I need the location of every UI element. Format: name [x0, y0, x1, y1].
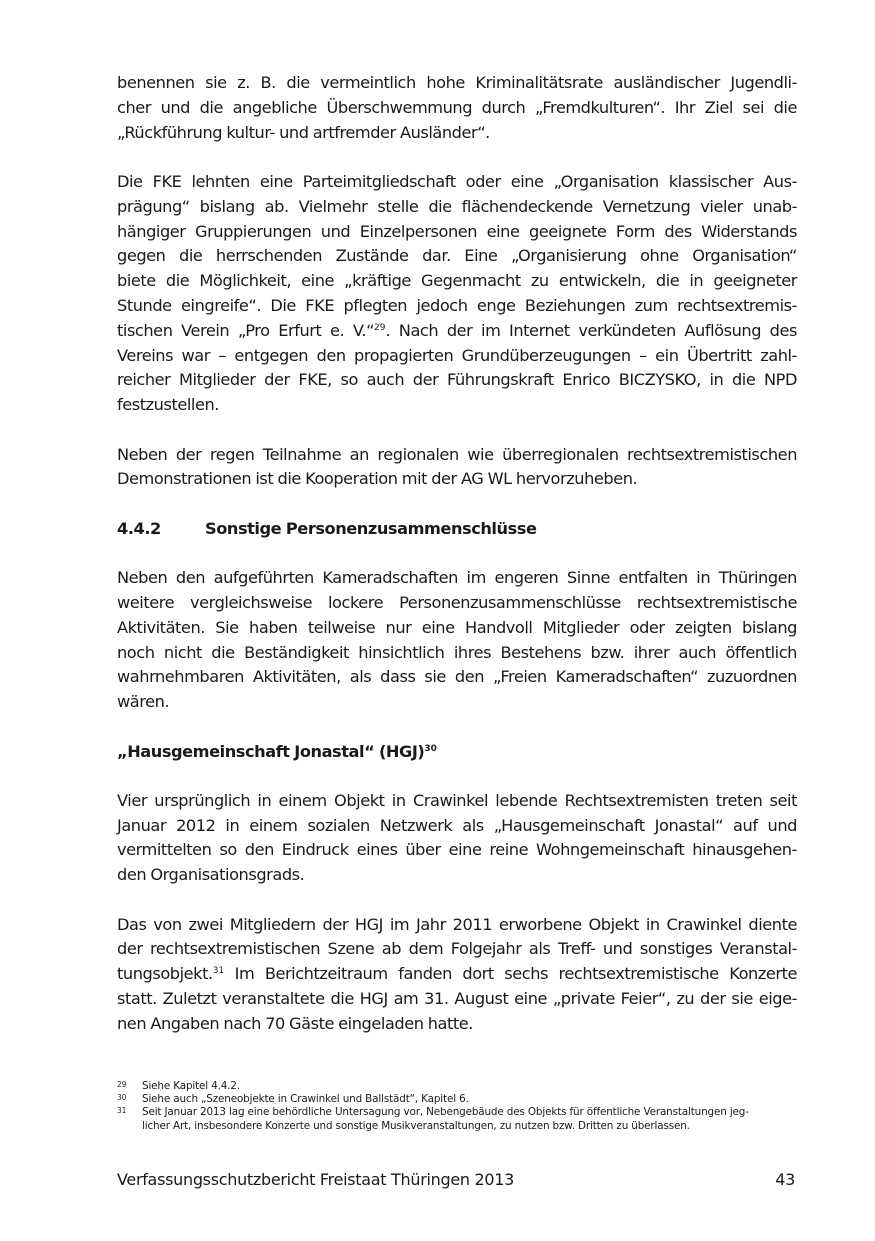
footnote-text: Siehe auch „Szeneobjekte in Crawinkel und Ballstädt“, Kapitel 6. [142, 1093, 469, 1106]
page-number: 43 [775, 1170, 795, 1189]
text-line: wahrnehmbaren Aktivitäten, als dass sie den „Freien Kameradschaften“ zuzuordnen [117, 667, 797, 687]
text-line: nen Angaben nach 70 Gäste eingeladen hatte. [117, 1013, 474, 1033]
footnote-text: Siehe Kapitel 4.4.2. [142, 1080, 241, 1092]
paragraph-3 [117, 443, 797, 493]
text-run: . Nach der im Internet verkündeten Auflösung des [385, 320, 797, 340]
paragraph-6 [117, 913, 797, 1037]
heading-line [117, 517, 797, 542]
footnotes [117, 1080, 797, 1133]
publication-title: Verfassungsschutzbericht Freistaat Thüringen 2013 [117, 1170, 515, 1189]
text-line: noch nicht die Beständigkeit hinsichtlich ihres Bestehens bzw. ihrer auch öffentlich [117, 642, 797, 662]
text-line: der rechtsextremistischen Szene ab dem Folgejahr als Treff- und sonstiges Veranstal- [117, 939, 797, 959]
text-run: Im Berichtzeitraum fanden dort sechs rechtsextremistische Konzerte [224, 964, 797, 984]
text-line: den Organisationsgrads. [117, 865, 305, 885]
text-line: reicher Mitglieder der FKE, so auch der Führungskraft Enrico BICZYSKO, in die NPD [117, 370, 797, 390]
paragraph-2 [117, 170, 797, 418]
text-line [117, 319, 797, 344]
footnote-31 [117, 1106, 797, 1132]
footnote-ref-30[interactable]: 30 [424, 743, 437, 754]
subsection-title: „Hausgemeinschaft Jonastal“ (HGJ) [117, 741, 425, 761]
section-heading [117, 517, 797, 542]
section-number: 4.4.2 [117, 518, 161, 538]
footnote-ref-31[interactable]: 31 [212, 966, 225, 977]
footnote-text: Seit Januar 2013 lag eine behördliche Untersagung vor, Nebengebäude des Objekts für öffentliche Veranstaltungen jeg- [142, 1106, 749, 1119]
text-line: benennen sie z. B. die vermeintlich hohe Kriminalitätsrate ausländischer Jugendli- [117, 73, 797, 92]
text-line: „Rückführung kultur- und artfremder Ausländer“. [117, 122, 490, 142]
text-run: tungsobjekt. [117, 964, 213, 984]
text-line: wären. [117, 692, 170, 712]
text-line: gegen die herrschenden Zustände dar. Eine „Organisierung ohne Organisation“ [117, 246, 797, 266]
footnote-number: 29 [117, 1080, 127, 1089]
subsection-heading [117, 740, 797, 765]
text-line [117, 962, 797, 987]
paragraph-1 [117, 71, 797, 145]
text-line: Demonstrationen ist die Kooperation mit der AG WL hervorzuheben. [117, 469, 638, 489]
paragraph-4 [117, 566, 797, 715]
body-text [117, 71, 797, 1037]
footnote-number: 31 [117, 1106, 127, 1116]
text-line: prägung“ bislang ab. Vielmehr stelle die flächendeckende Vernetzung vieler unab- [117, 196, 797, 216]
text-line: Das von zwei Mitgliedern der HGJ im Jahr 2011 erworbene Objekt in Crawinkel diente [117, 914, 797, 934]
footnote-30 [117, 1093, 797, 1106]
text-line: weitere vergleichsweise lockere Personenzusammenschlüsse rechtsextremistische [117, 592, 797, 612]
section-title: Sonstige Personenzusammenschlüsse [205, 518, 537, 538]
text-line: cher und die angebliche Überschwemmung durch „Fremdkulturen“. Ihr Ziel sei die [117, 97, 797, 117]
text-line: Vereins war – entgegen den propagierten Grundüberzeugungen – ein Übertritt zahl- [117, 345, 797, 365]
text-line: Die FKE lehnten eine Parteimitgliedschaft oder eine „Organisation klassischer Aus- [117, 171, 797, 191]
text-line: Aktivitäten. Sie haben teilweise nur eine Handvoll Mitglieder oder zeigten bislang [117, 617, 797, 637]
footnote-number: 30 [117, 1093, 127, 1103]
heading-line [117, 740, 797, 765]
paragraph-5 [117, 789, 797, 888]
text-line: Januar 2012 in einem sozialen Netzwerk als „Hausgemeinschaft Jonastal“ auf und [117, 815, 797, 835]
text-line: Stunde eingreife“. Die FKE pflegten jedoch enge Beziehungen zum rechtsextremis- [117, 295, 797, 315]
text-line: Vier ursprünglich in einem Objekt in Crawinkel lebende Rechtsextremisten treten seit [117, 790, 797, 810]
text-line: Neben der regen Teilnahme an regionalen wie überregionalen rechtsextremistischen [117, 444, 797, 464]
text-line: vermittelten so den Eindruck eines über eine reine Wohngemeinschaft hinausgehen- [117, 840, 797, 860]
footnote-29 [117, 1080, 797, 1093]
text-run: tischen Verein „Pro Erfurt e. V.“ [117, 320, 375, 340]
text-line: biete die Möglichkeit, eine „kräftige Gegenmacht zu entwickeln, die in geeigneter [117, 271, 797, 291]
text-line: statt. Zuletzt veranstaltete die HGJ am 31. August eine „private Feier“, zu der sie eige- [117, 989, 797, 1009]
text-line: Neben den aufgeführten Kameradschaften im engeren Sinne entfalten in Thüringen [117, 568, 797, 588]
footnote-ref-29[interactable]: 29 [374, 322, 386, 333]
text-line: festzustellen. [117, 395, 219, 415]
text-line: hängiger Gruppierungen und Einzelpersonen eine geeignete Form des Widerstands [117, 221, 797, 241]
footnote-text: licher Art, insbesondere Konzerte und sonstige Musikveranstaltungen, zu nutzen bzw. Dritten zu überlassen. [142, 1119, 690, 1132]
